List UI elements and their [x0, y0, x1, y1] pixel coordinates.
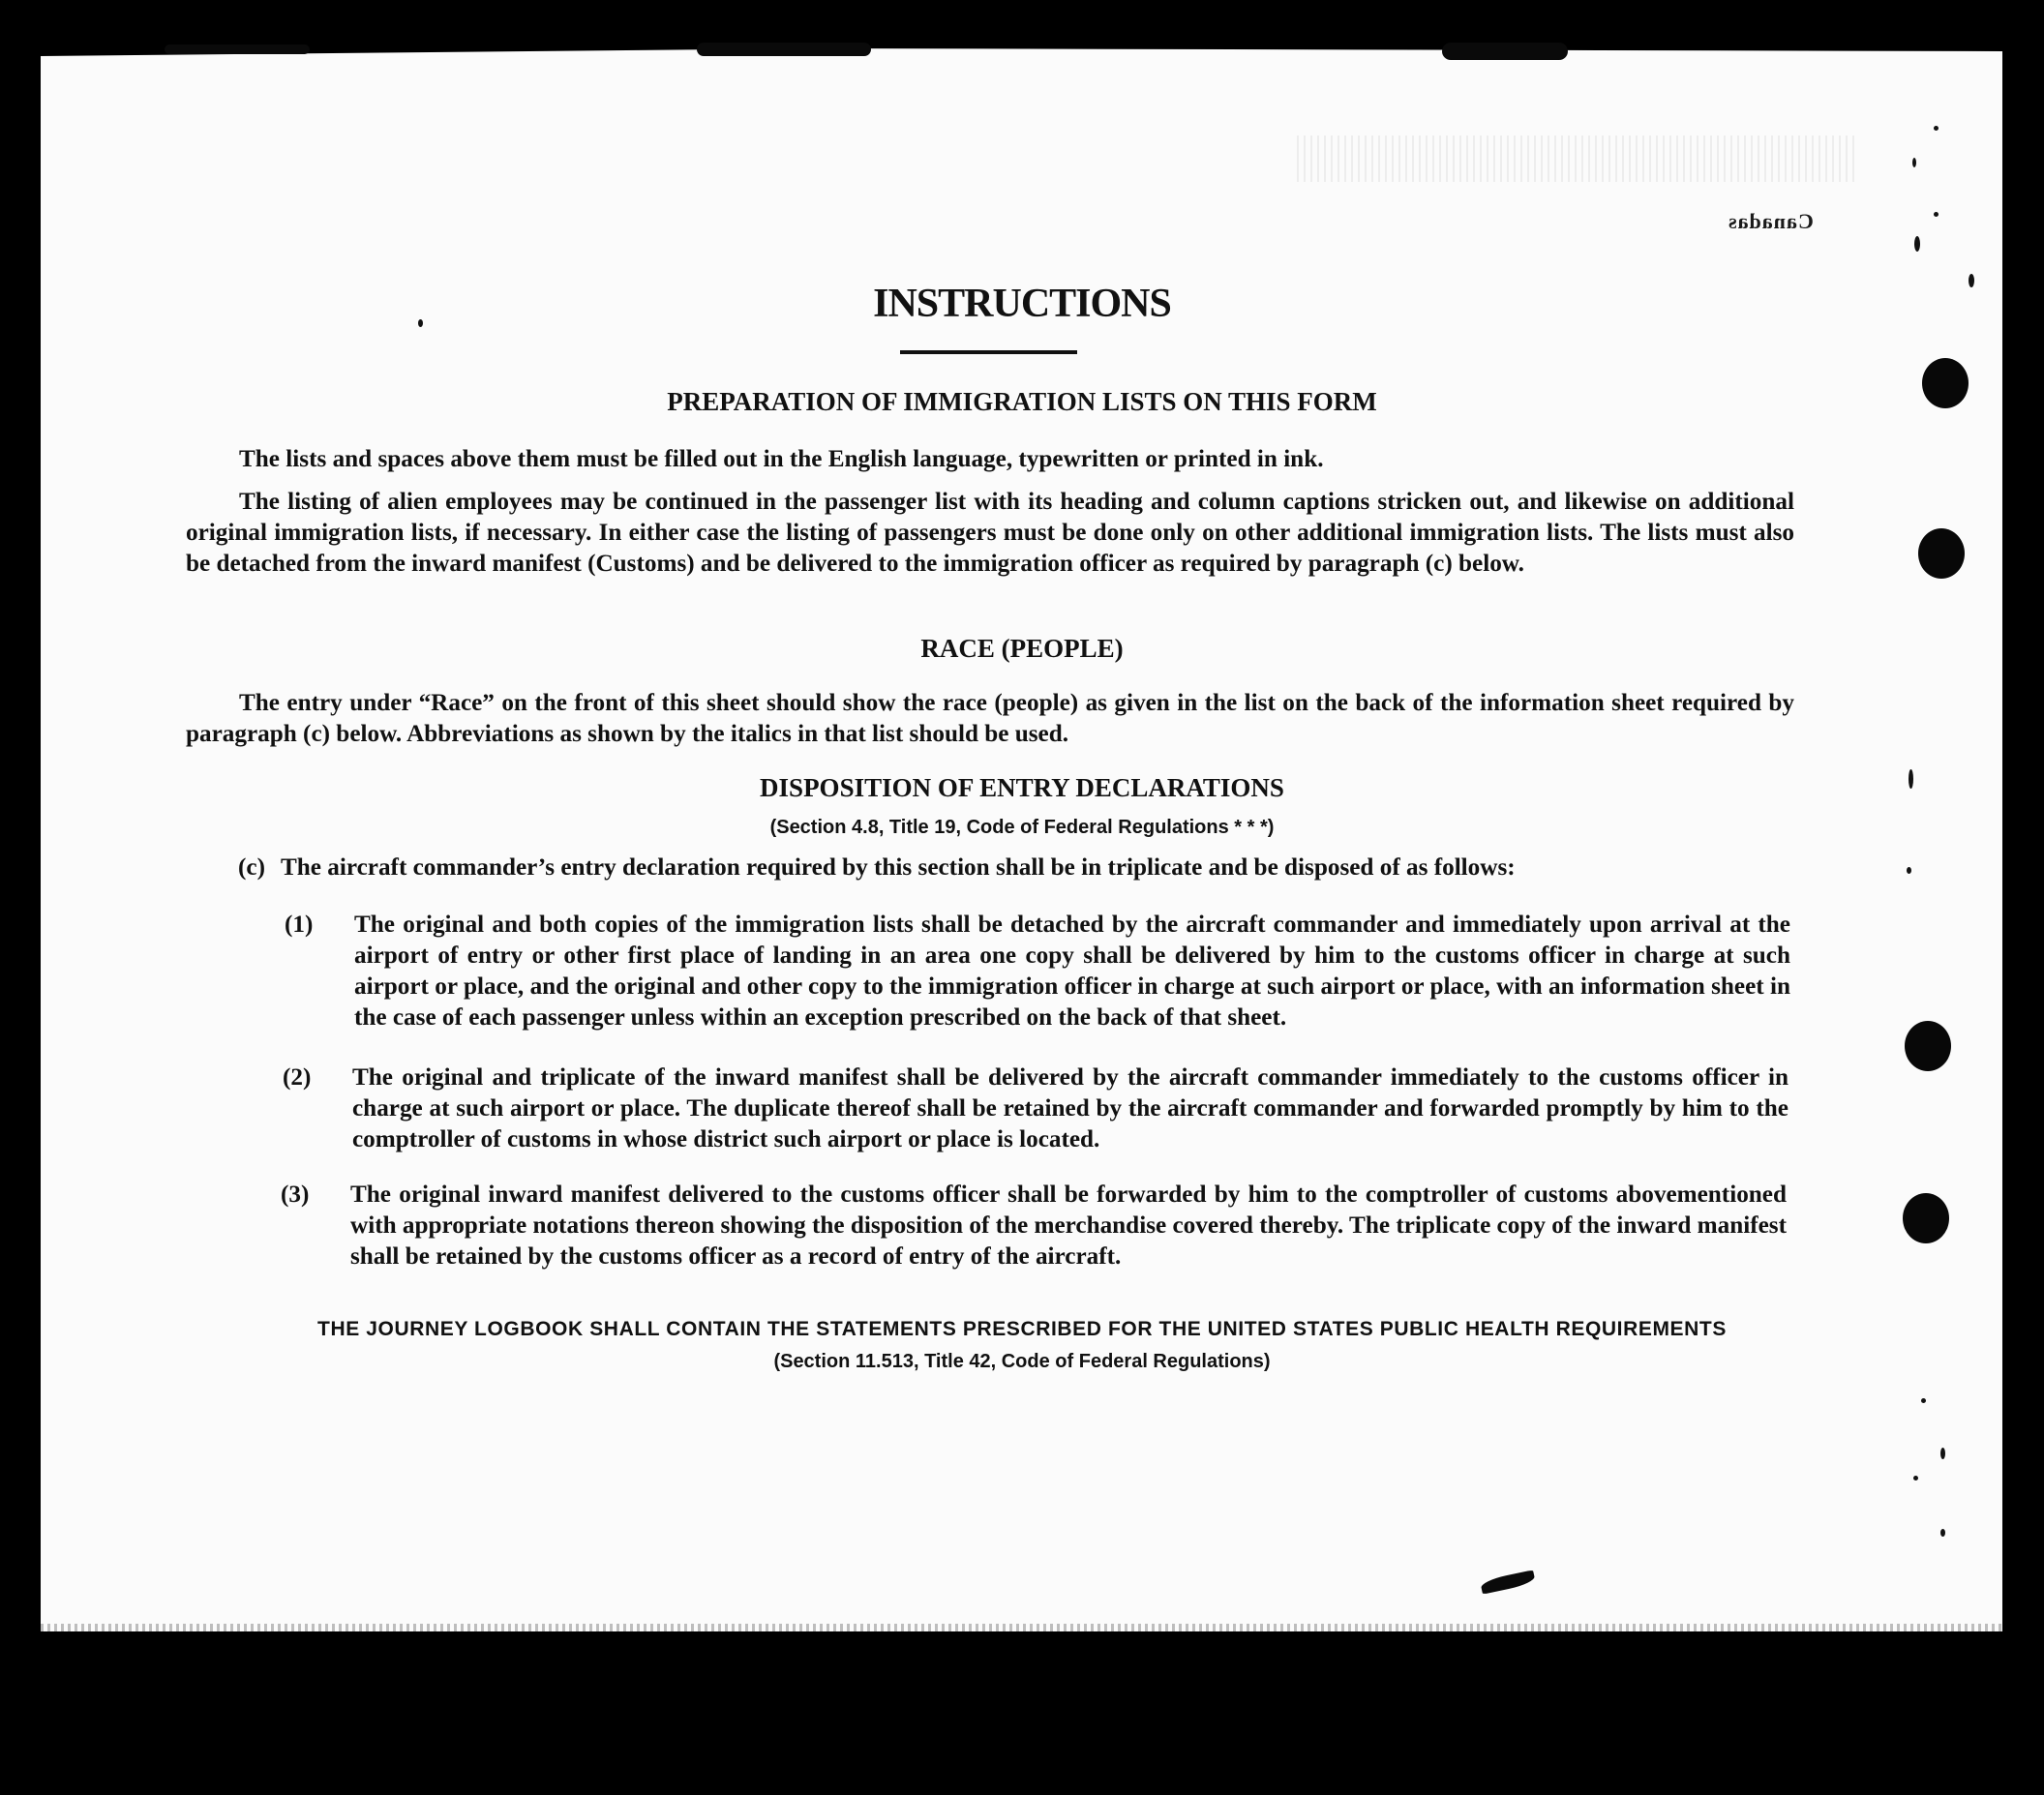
page-edge — [41, 1624, 2002, 1631]
ink-blot — [697, 43, 871, 56]
speck — [1940, 1529, 1945, 1537]
mirrored-stamp: Canadas — [1728, 209, 1814, 233]
speck — [1907, 867, 1911, 874]
preparation-heading: PREPARATION OF IMMIGRATION LISTS ON THIS FORM — [667, 387, 1377, 416]
footer-citation: (Section 11.513, Title 42, Code of Federal Regulations) — [773, 1351, 1271, 1372]
speck — [1913, 1476, 1918, 1481]
intro-label: (c) — [238, 854, 265, 881]
disposition-intro — [238, 853, 1699, 883]
speck — [1934, 126, 1939, 131]
item-label: (2) — [283, 1064, 312, 1091]
binder-hole — [1903, 1193, 1949, 1243]
disposition-item-3 — [281, 1180, 1787, 1272]
speck — [1934, 212, 1939, 217]
disposition-item-1 — [285, 910, 1790, 1033]
disposition-citation: (Section 4.8, Title 19, Code of Federal Regulations * * *) — [769, 817, 1275, 838]
speck — [1912, 158, 1916, 167]
disposition-item-2 — [283, 1062, 1788, 1155]
ink-blot — [1442, 43, 1568, 60]
item-label: (1) — [285, 912, 314, 938]
disposition-heading: DISPOSITION OF ENTRY DECLARATIONS — [760, 773, 1284, 802]
faint-bleedthrough — [1297, 135, 1858, 182]
preparation-paragraph-1: The lists and spaces above them must be filled out in the English language, typewritten or printed in ink. — [239, 446, 1324, 472]
item-label: (3) — [281, 1182, 310, 1208]
binder-hole — [1918, 528, 1965, 579]
item-text: The original and both copies of the immigration lists shall be detached by the aircraft commander and immediately upon arrival at the airport of entry or other first place of landing in an area one copy shall be delivered by him to the customs officer in charge at such airport or place, and the original and other copy to the immigration officer in charge at such airport or place, with an information sheet in the case of each passenger unless within an exception prescribed on the back of that sheet. — [354, 912, 1790, 1031]
page-title: INSTRUCTIONS — [873, 282, 1171, 326]
speck — [1914, 236, 1920, 252]
title-underline — [900, 350, 1077, 354]
race-heading: RACE (PEOPLE) — [920, 634, 1124, 663]
preparation-paragraph-2: The listing of alien employees may be continued in the passenger list with its heading and column captions stricken out, and likewise on additional original immigration lists, if necessary. In either case the listing of passengers must be done only on other additional immigration lists. The lists must also be detached from the inward manifest (Customs) and be delivered to the immigration officer as required by paragraph (c) below. — [186, 489, 1794, 577]
item-text: The original inward manifest delivered to the customs officer shall be forwarded by him to the comptroller of customs abovementioned with appropriate notations thereon showing the disposition of the merchandise covered thereby. The triplicate copy of the inward manifest shall be retained by the customs officer as a record of entry of the aircraft. — [350, 1182, 1787, 1270]
intro-text: The aircraft commander’s entry declaration required by this section shall be in triplicate and be disposed of as follows: — [281, 854, 1516, 881]
ink-blot — [165, 45, 310, 54]
speck — [1921, 1398, 1926, 1403]
race-paragraph: The entry under “Race” on the front of this sheet should show the race (people) as given in the list on the back of the information sheet required by paragraph (c) below. Abbreviations as shown by the italics in that list should be used. — [186, 690, 1794, 747]
item-text: The original and triplicate of the inward manifest shall be delivered by the aircraft commander immediately to the customs officer in charge at such airport or place. The duplicate thereof shall be retained by the aircraft commander and forwarded promptly by him to the comptroller of customs in whose district such airport or place is located. — [352, 1064, 1788, 1152]
footer-statement: THE JOURNEY LOGBOOK SHALL CONTAIN THE STATEMENTS PRESCRIBED FOR THE UNITED STATES PUBLIC HEALTH REQUIREMENTS — [317, 1318, 1727, 1340]
speck — [1940, 1448, 1945, 1459]
binder-hole — [1905, 1021, 1951, 1071]
